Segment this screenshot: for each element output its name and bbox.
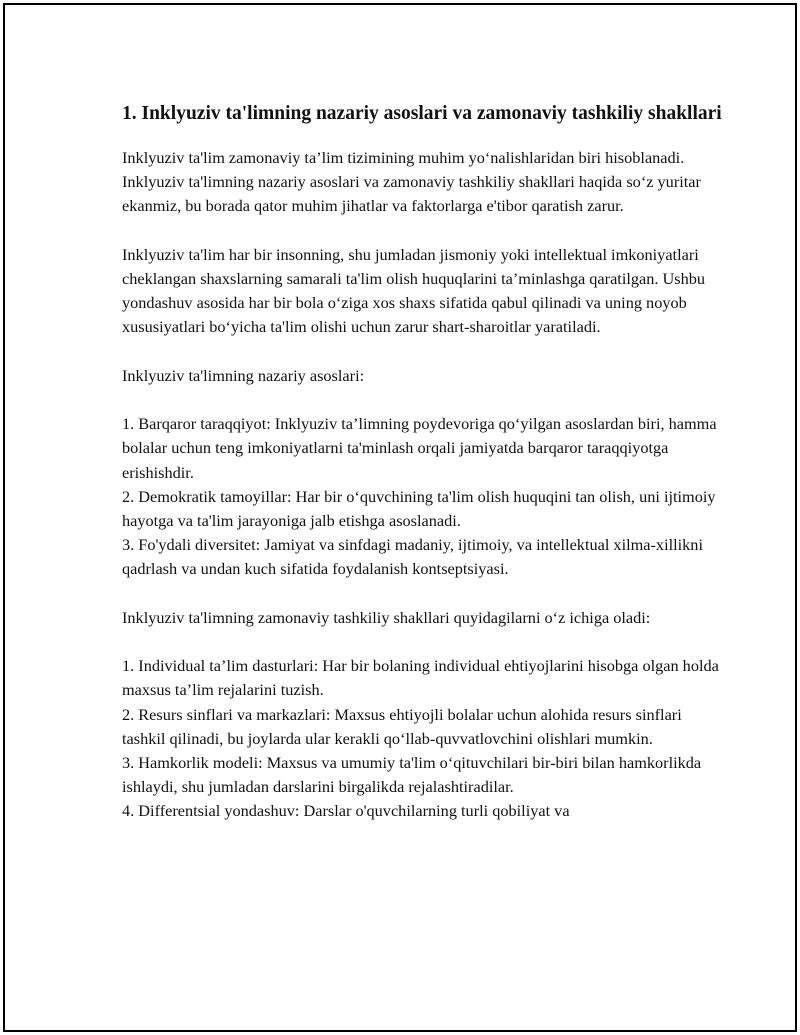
- definition-paragraph: Inklyuziv ta'lim har bir insonning, shu jumladan jismoniy yoki intellektual imkoniyatlari cheklangan shaxslarning samarali ta'lim olish huquqlarini ta’minlashga qaratilgan. Ushbu yondashuv asosida har bir bola o‘ziga xos shaxs sifatida qabul qilinadi va uning noyob xususiyatlari bo‘yicha ta'lim olishi uchun zarur shart-sharoitlar yaratiladi.: [122, 244, 706, 337]
- paragraph-gap: [122, 219, 722, 243]
- paragraph-gap: [122, 340, 722, 364]
- intro-paragraph: Inklyuziv ta'lim zamonaviy ta’lim tizimining muhim yo‘nalishlaridan biri hisoblanadi. Inklyuziv ta'limning nazariy asoslari va zamonaviy tashkiliy shakllari haqida so‘z yuritar ekanmiz, bu borada qator muhim jihatlar va faktorlarga e'tibor qaratish zarur.: [122, 148, 701, 216]
- list-item: 2. Resurs sinflari va markazlari: Maxsus ehtiyojli bolalar uchun alohida resurs sinflari tashkil qilinadi, bu joylarda ular kerakli qo‘llab-quvvatlovchini olishlari mumkin.: [122, 704, 682, 748]
- list-item: 3. Fo'ydali diversitet: Jamiyat va sinfdagi madaniy, ijtimoiy, va intellektual xilma-xillikni qadrlash va undan kuch sifatida foydalanish kontseptsiyasi.: [122, 535, 703, 579]
- page-frame: [3, 3, 797, 1032]
- list-item: 4. Differentsial yondashuv: Darslar o'quvchilarning turli qobiliyat va: [122, 801, 570, 821]
- list-item: 3. Hamkorlik modeli: Maxsus va umumiy ta'lim o‘qituvchilari bir-biri bilan hamkorlikda ishlaydi, shu jumladan darslarini birgalikda rejalashtiradilar.: [122, 753, 702, 797]
- section-heading: 1. Inklyuziv ta'limning nazariy asoslari va zamonaviy tashkiliy shakllari: [122, 103, 722, 124]
- document-body: [122, 99, 722, 824]
- list-item: 2. Demokratik tamoyillar: Har bir o‘quvchining ta'lim olish huquqini tan olish, uni ijtimoiy hayotga va ta'lim jarayoniga jalb etishga asoslanadi.: [122, 486, 716, 530]
- paragraph-gap: [122, 388, 722, 412]
- paragraph-gap: [122, 630, 722, 654]
- theory-intro: Inklyuziv ta'limning nazariy asoslari:: [122, 365, 365, 385]
- list-item: 1. Barqaror taraqqiyot: Inklyuziv ta’limning poydevoriga qo‘yilgan asoslardan biri, hamma bolalar uchun teng imkoniyatlarni ta'minlash orqali jamiyatda barqaror taraqqiyotga erishishdir.: [122, 414, 717, 482]
- forms-intro: Inklyuziv ta'limning zamonaviy tashkiliy shakllari quyidagilarni o‘z ichiga oladi:: [122, 607, 651, 627]
- forms-list: [122, 654, 722, 823]
- list-item: 1. Individual ta’lim dasturlari: Har bir bolaning individual ehtiyojlarini hisobga olgan holda maxsus ta’lim rejalarini tuzish.: [122, 656, 719, 700]
- paragraph-gap: [122, 582, 722, 606]
- theory-list: [122, 412, 722, 581]
